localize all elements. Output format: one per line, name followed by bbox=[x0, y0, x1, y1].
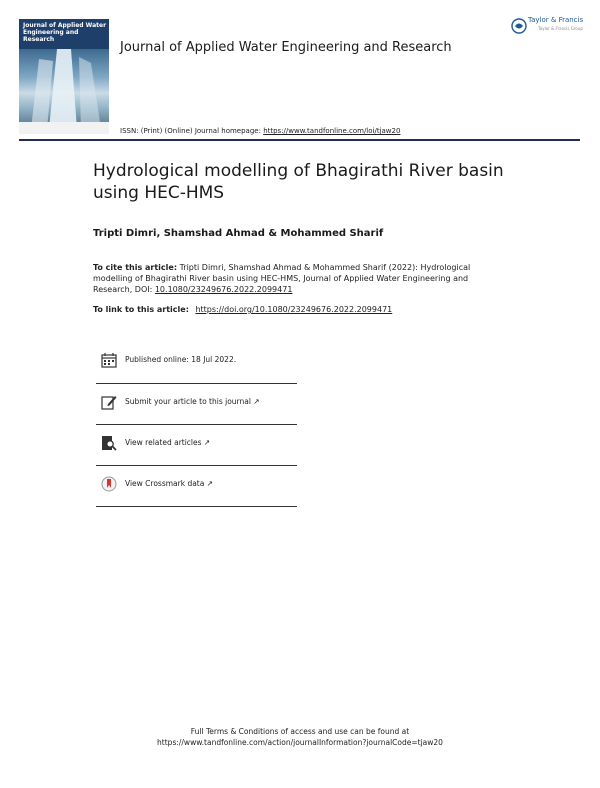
article-title: Hydrological modelling of Bhagirathi River basin using HEC-HMS bbox=[93, 161, 504, 203]
crossmark-link[interactable] bbox=[125, 479, 213, 488]
info-divider bbox=[96, 506, 297, 507]
external-link-icon: ↗ bbox=[206, 479, 214, 488]
external-link-icon: ↗ bbox=[253, 397, 260, 406]
crossmark-label: View Crossmark data bbox=[125, 479, 205, 488]
published-row bbox=[96, 344, 297, 384]
info-divider bbox=[96, 424, 297, 425]
cover-publisher-strip bbox=[19, 122, 109, 134]
journal-title: Journal of Applied Water Engineering and Research bbox=[120, 40, 452, 55]
waterfall-illustration bbox=[19, 49, 109, 129]
related-articles-link[interactable] bbox=[125, 438, 210, 447]
citation-label: To cite this article: bbox=[93, 263, 178, 272]
issn-label: ISSN: (Print) (Online) Journal homepage: bbox=[120, 127, 261, 135]
external-link-icon: ↗ bbox=[203, 438, 211, 447]
calendar-icon bbox=[101, 352, 117, 368]
related-articles-row[interactable] bbox=[96, 427, 297, 467]
cover-waterfall-image bbox=[19, 49, 109, 129]
submit-article-label: Submit your article to this journal bbox=[125, 397, 251, 406]
published-date-text: Published online: 18 Jul 2022. bbox=[125, 355, 237, 364]
journal-cover-image bbox=[19, 19, 109, 134]
related-articles-label: View related articles bbox=[125, 438, 202, 447]
header-divider bbox=[19, 139, 580, 141]
submit-article-link[interactable] bbox=[125, 397, 260, 406]
article-link-row bbox=[93, 305, 392, 314]
citation-text: Tripti Dimri, Shamshad Ahmad & Mohammed Sharif (2022): Hydrological modelling of Bhagirathi River basin using HEC-HMS, Journal of Applied Water Engineering and Research, DOI: bbox=[93, 263, 471, 294]
crossmark-row[interactable] bbox=[96, 468, 297, 508]
submit-article-row[interactable] bbox=[96, 386, 297, 426]
article-doi-link[interactable]: https://doi.org/10.1080/23249676.2022.2099471 bbox=[195, 305, 393, 314]
citation-doi-link[interactable]: 10.1080/23249676.2022.2099471 bbox=[154, 285, 293, 294]
footer bbox=[0, 726, 600, 748]
article-authors: Tripti Dimri, Shamshad Ahmad & Mohammed Sharif bbox=[93, 228, 384, 239]
info-divider bbox=[96, 465, 297, 466]
crossmark-icon bbox=[101, 476, 117, 492]
search-document-icon bbox=[101, 435, 117, 451]
citation-block bbox=[93, 262, 503, 295]
footer-terms-text: Full Terms & Conditions of access and use can be found at bbox=[190, 727, 410, 736]
issn-line bbox=[120, 127, 400, 135]
footer-terms-link[interactable]: https://www.tandfonline.com/action/journalInformation?journalCode=tjaw20 bbox=[157, 738, 443, 747]
cover-title: Journal of Applied Water Engineering and Research bbox=[23, 22, 107, 43]
journal-homepage-link[interactable]: https://www.tandfonline.com/loi/tjaw20 bbox=[263, 127, 401, 135]
article-link-label: To link to this article: bbox=[93, 305, 189, 314]
info-divider bbox=[96, 383, 297, 384]
edit-document-icon bbox=[101, 394, 117, 410]
publisher-logo-subtext: Taylor & Francis Group bbox=[538, 26, 583, 31]
publisher-logo-text: Taylor & Francis bbox=[528, 16, 584, 24]
